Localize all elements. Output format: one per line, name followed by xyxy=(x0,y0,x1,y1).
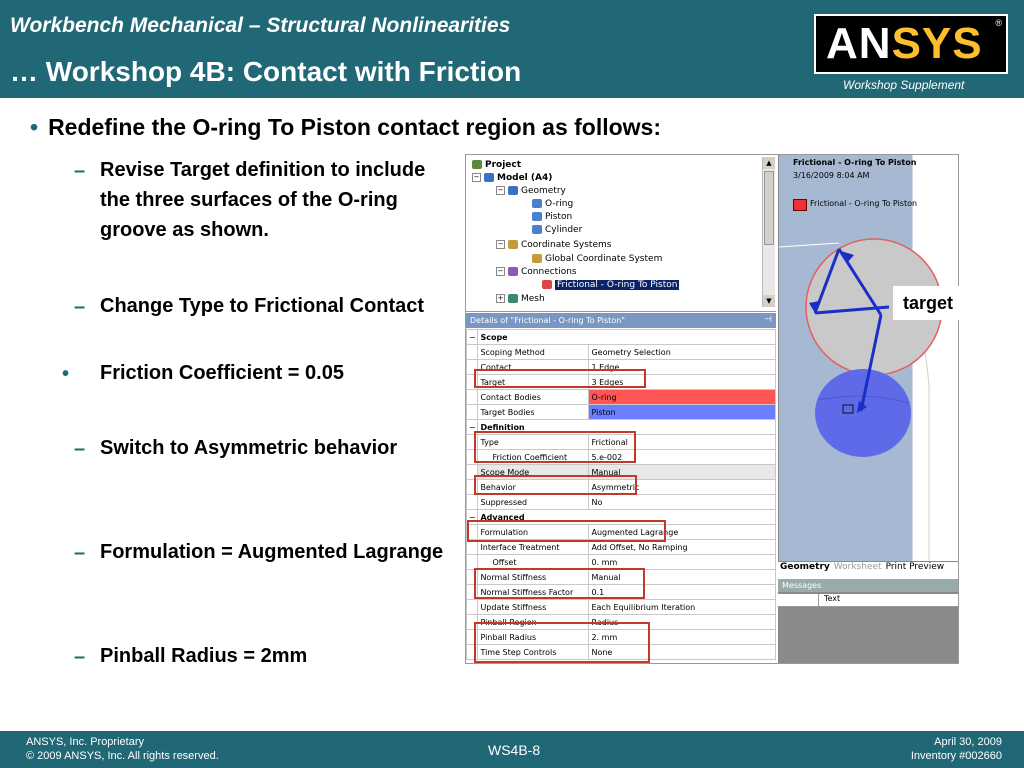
details-key: Time Step Controls xyxy=(478,645,589,660)
details-panel-header: Details of "Frictional - O-ring To Piston" ⊣ xyxy=(466,313,776,328)
details-key: Normal Stiffness xyxy=(478,570,589,585)
expand-icon[interactable]: + xyxy=(497,294,504,302)
collapse-icon[interactable]: − xyxy=(467,420,478,435)
main-bullet-text: Redefine the O-ring To Piston contact region as follows: xyxy=(48,114,662,140)
mesh-icon xyxy=(508,294,518,303)
details-row[interactable] xyxy=(467,390,776,405)
slide-header xyxy=(0,0,1024,98)
highlight-target xyxy=(474,369,646,388)
tree-item-coordinate-systems[interactable]: − Coordinate Systems xyxy=(497,240,612,250)
step-pinball-radius: Pinball Radius = 2mm xyxy=(100,645,308,667)
target-callout: target xyxy=(893,286,963,320)
tree-scrollbar[interactable] xyxy=(762,157,775,307)
row-gutter xyxy=(467,345,478,360)
details-group-label: Scope xyxy=(478,330,776,345)
collapse-icon[interactable]: − xyxy=(473,173,480,181)
details-key: Target Bodies xyxy=(478,405,589,420)
slide-supertitle: Workbench Mechanical – Structural Nonlinearities xyxy=(10,14,511,37)
registered-mark: ® xyxy=(995,18,1002,28)
details-value[interactable]: Piston xyxy=(589,405,776,420)
highlight-pinball xyxy=(474,622,650,663)
tree-item-oring[interactable]: O-ring xyxy=(532,198,573,211)
details-key: Normal Stiffness Factor xyxy=(478,585,589,600)
details-value[interactable]: Manual xyxy=(589,570,776,585)
messages-column-header[interactable]: Text xyxy=(778,594,959,607)
details-key: Update Stiffness xyxy=(478,600,589,615)
logo-wordmark: ANSYS xyxy=(826,19,983,68)
dash-marker: – xyxy=(74,646,86,668)
details-value[interactable]: 5.e-002 xyxy=(589,450,776,465)
slide-footer xyxy=(0,731,1024,768)
row-gutter xyxy=(467,600,478,615)
scroll-down-icon[interactable]: ▼ xyxy=(763,295,775,307)
bullet-marker: • xyxy=(30,114,39,140)
footer-page-number: WS4B-8 xyxy=(488,742,541,758)
details-group-label: Advanced xyxy=(478,510,776,525)
dash-marker: – xyxy=(74,160,86,182)
details-key: Behavior xyxy=(478,480,589,495)
graphics-tabs xyxy=(778,561,959,575)
cylinder-body xyxy=(913,155,959,573)
details-key: Type xyxy=(478,435,589,450)
highlight-behavior xyxy=(474,475,637,495)
details-key: Target xyxy=(478,375,589,390)
row-gutter xyxy=(467,495,478,510)
details-key: Interface Treatment xyxy=(478,540,589,555)
collapse-icon[interactable]: − xyxy=(497,186,504,194)
details-value[interactable]: Frictional xyxy=(589,435,776,450)
details-value[interactable]: Asymmetric xyxy=(589,480,776,495)
details-row[interactable] xyxy=(467,405,776,420)
tree-item-global-coordinate-system[interactable]: Global Coordinate System xyxy=(532,253,662,266)
tree-item-frictional-contact[interactable]: Frictional - O-ring To Piston xyxy=(542,279,679,292)
details-key: Contact Bodies xyxy=(478,390,589,405)
contact-icon xyxy=(542,280,552,289)
connections-icon xyxy=(508,267,518,276)
details-value[interactable]: Augmented Lagrange xyxy=(589,525,776,540)
dash-marker: – xyxy=(74,438,86,460)
tree-item-connections[interactable]: − Connections xyxy=(497,267,577,277)
footer-copyright: © 2009 ANSYS, Inc. All rights reserved. xyxy=(26,750,219,762)
footer-date: April 30, 2009 xyxy=(934,736,1002,748)
collapse-icon[interactable]: − xyxy=(467,510,478,525)
model-view xyxy=(779,155,959,573)
dash-marker: – xyxy=(74,542,86,564)
messages-title: Messages xyxy=(778,579,959,592)
tree-item-mesh[interactable]: + Mesh xyxy=(497,294,545,304)
details-key: Scope Mode xyxy=(478,465,589,480)
tree-item-model[interactable]: − Model (A4) xyxy=(473,173,553,183)
details-value[interactable]: Geometry Selection xyxy=(589,345,776,360)
highlight-normal-stiffness xyxy=(474,568,645,599)
details-key: Scoping Method xyxy=(478,345,589,360)
details-row[interactable] xyxy=(467,600,776,615)
details-value[interactable]: Add Offset, No Ramping xyxy=(589,540,776,555)
details-row[interactable] xyxy=(467,495,776,510)
details-group-row[interactable] xyxy=(467,330,776,345)
tab-worksheet[interactable]: Worksheet xyxy=(833,562,882,572)
outline-tree[interactable] xyxy=(466,155,776,312)
coordinate-icon xyxy=(508,240,518,249)
highlight-type-friction xyxy=(474,431,636,463)
details-value[interactable]: O-ring xyxy=(589,390,776,405)
messages-panel xyxy=(778,579,959,664)
main-bullet xyxy=(30,114,661,141)
step-friction-coefficient: Friction Coefficient = 0.05 xyxy=(100,362,344,384)
tree-item-project[interactable]: Project xyxy=(472,159,521,172)
graphics-title: Frictional - O-ring To Piston xyxy=(793,158,917,167)
tab-geometry[interactable]: Geometry xyxy=(780,562,830,572)
details-row[interactable] xyxy=(467,345,776,360)
tree-item-piston[interactable]: Piston xyxy=(532,211,572,224)
slide-title: … Workshop 4B: Contact with Friction xyxy=(10,56,522,87)
o-ring-body xyxy=(815,369,911,457)
row-gutter xyxy=(467,405,478,420)
collapse-icon[interactable]: − xyxy=(467,330,478,345)
details-key: Formulation xyxy=(478,525,589,540)
dash-marker: – xyxy=(74,296,86,318)
scroll-up-icon[interactable]: ▲ xyxy=(763,157,775,169)
tree-item-cylinder[interactable]: Cylinder xyxy=(532,224,582,237)
dot-marker: • xyxy=(62,363,70,385)
scroll-thumb[interactable] xyxy=(764,171,774,245)
details-value[interactable]: 1 Edge xyxy=(589,360,776,375)
details-value[interactable]: 0.1 xyxy=(589,585,776,600)
project-icon xyxy=(472,160,482,169)
geometry-icon xyxy=(508,186,518,195)
graphics-date: 3/16/2009 8:04 AM xyxy=(793,171,870,180)
details-value[interactable]: 3 Edges xyxy=(589,375,776,390)
body-icon xyxy=(532,199,542,208)
pin-icon[interactable]: ⊣ xyxy=(764,315,772,325)
footer-inventory: Inventory #002660 xyxy=(910,750,1002,762)
step-revise-target: Revise Target definition to include the three surfaces of the O-ring groove as shown. xyxy=(100,159,426,241)
body-icon xyxy=(532,212,542,221)
step-asymmetric: Switch to Asymmetric behavior xyxy=(100,437,398,459)
model-icon xyxy=(484,173,494,182)
details-key: Suppressed xyxy=(478,495,589,510)
mechanical-screenshot xyxy=(465,154,959,664)
details-group-label: Definition xyxy=(478,420,776,435)
row-gutter xyxy=(467,390,478,405)
legend-swatch xyxy=(793,199,807,211)
highlight-formulation xyxy=(467,520,666,542)
details-value[interactable]: Radius xyxy=(589,615,776,630)
details-key: Friction Coefficient xyxy=(478,450,589,465)
tab-print-preview[interactable]: Print Preview xyxy=(885,562,945,572)
footer-proprietary: ANSYS, Inc. Proprietary xyxy=(26,736,144,748)
coordinate-icon xyxy=(532,254,542,263)
ansys-logo xyxy=(814,14,1008,74)
details-key: Pinball Radius xyxy=(478,630,589,645)
details-key: Pinball Region xyxy=(478,615,589,630)
details-value[interactable]: None xyxy=(589,645,776,660)
step-change-type: Change Type to Frictional Contact xyxy=(100,295,425,317)
step-formulation: Formulation = Augmented Lagrange xyxy=(100,541,444,563)
details-value[interactable]: Manual xyxy=(589,465,776,480)
details-value[interactable]: No xyxy=(589,495,776,510)
legend-label: Frictional - O-ring To Piston xyxy=(810,199,918,208)
collapse-icon[interactable]: − xyxy=(497,267,504,275)
details-value[interactable]: Each Equilibrium Iteration xyxy=(589,600,776,615)
details-key: Offset xyxy=(478,555,589,570)
graphics-window[interactable] xyxy=(778,155,959,573)
details-value[interactable]: 2. mm xyxy=(589,630,776,645)
tree-item-geometry[interactable]: − Geometry xyxy=(497,186,566,196)
details-key: Contact xyxy=(478,360,589,375)
details-value[interactable]: 0. mm xyxy=(589,555,776,570)
body-icon xyxy=(532,225,542,234)
workshop-supplement-label: Workshop Supplement xyxy=(843,78,965,92)
collapse-icon[interactable]: − xyxy=(497,240,504,248)
